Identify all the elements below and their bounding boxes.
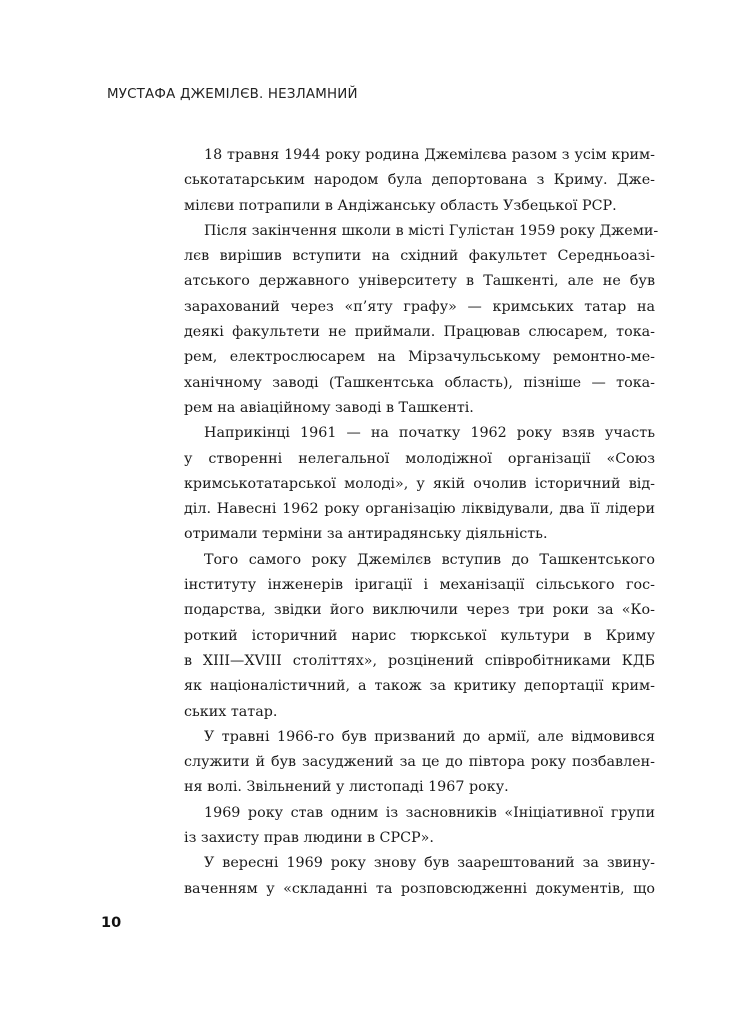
text-line: Наприкінці 1961 — на початку 1962 року взяв участь <box>204 425 655 442</box>
text-line: інституту інженерів іригації і механізації сільського гос- <box>184 577 655 594</box>
text-line: 18 травня 1944 року родина Джемілєва разом з усім крим- <box>204 147 655 163</box>
text-line: У вересні 1969 року знову був заарештований за звину- <box>204 855 655 872</box>
text-line: отримали терміни за антирадянську діяльність. <box>184 526 548 543</box>
text-line: атського державного університету в Ташкенті, але не був <box>184 273 655 290</box>
text-line: ваченням у «складанні та розповсюдженні документів, що <box>184 880 655 897</box>
body-text <box>184 143 659 902</box>
text-line: у створенні нелегальної молодіжної організації «Союз <box>184 450 655 467</box>
text-line: лєв вирішив вступити на східний факультет Середньоазі- <box>184 248 655 265</box>
text-line: в XIII—XVIII століттях», розцінений співробітниками КДБ <box>184 652 655 669</box>
text-line: 1969 року став одним із засновників «Ініціативної групи <box>204 804 655 821</box>
text-line: діл. Навесні 1962 року організацію ліквідували, два її лідери <box>184 501 655 518</box>
text-line: зарахований через «п’яту графу» — кримських татар на <box>184 298 655 315</box>
text-line: роткий історичний нарис тюркської культури в Криму <box>184 627 655 644</box>
text-line: рем на авіаційному заводі в Ташкенті. <box>184 399 474 416</box>
text-line: ня волі. Звільнений у листопаді 1967 року. <box>184 779 509 796</box>
running-header: МУСТАФА ДЖЕМІЛЄВ. НЕЗЛАМНИЙ <box>107 87 358 102</box>
text-line: деякі факультети не приймали. Працював слюсарем, тока- <box>184 324 655 341</box>
text-line: Того самого року Джемілєв вступив до Ташкентського <box>204 551 655 568</box>
text-line: як націоналістичний, а також за критику депортації крим- <box>184 678 655 695</box>
text-line: служити й був засуджений за це до півтора року позбавлен- <box>184 754 655 771</box>
text-line: кримськотатарської молоді», у якій очолив історичний від- <box>184 475 655 492</box>
text-line: ськотатарським народом була депортована з Криму. Дже- <box>184 172 655 189</box>
text-line: із захисту прав людини в СРСР». <box>184 830 434 847</box>
text-line: У травні 1966-го був призваний до армії, але відмовився <box>204 728 655 745</box>
text-line: рем, електрослюсарем на Мірзачульському ремонтно-ме- <box>184 349 655 366</box>
text-line: мілєви потрапили в Андіжанську область Узбецької РСР. <box>184 197 617 214</box>
text-line: Після закінчення школи в місті Гулістан 1959 року Джеми- <box>204 222 659 239</box>
text-line: ських татар. <box>184 703 278 720</box>
page-number: 10 <box>101 915 122 931</box>
text-line: подарства, звідки його виключили через три роки за «Ко- <box>184 602 655 619</box>
text-line: ханічному заводі (Ташкентська область), пізніше — тока- <box>184 374 655 391</box>
